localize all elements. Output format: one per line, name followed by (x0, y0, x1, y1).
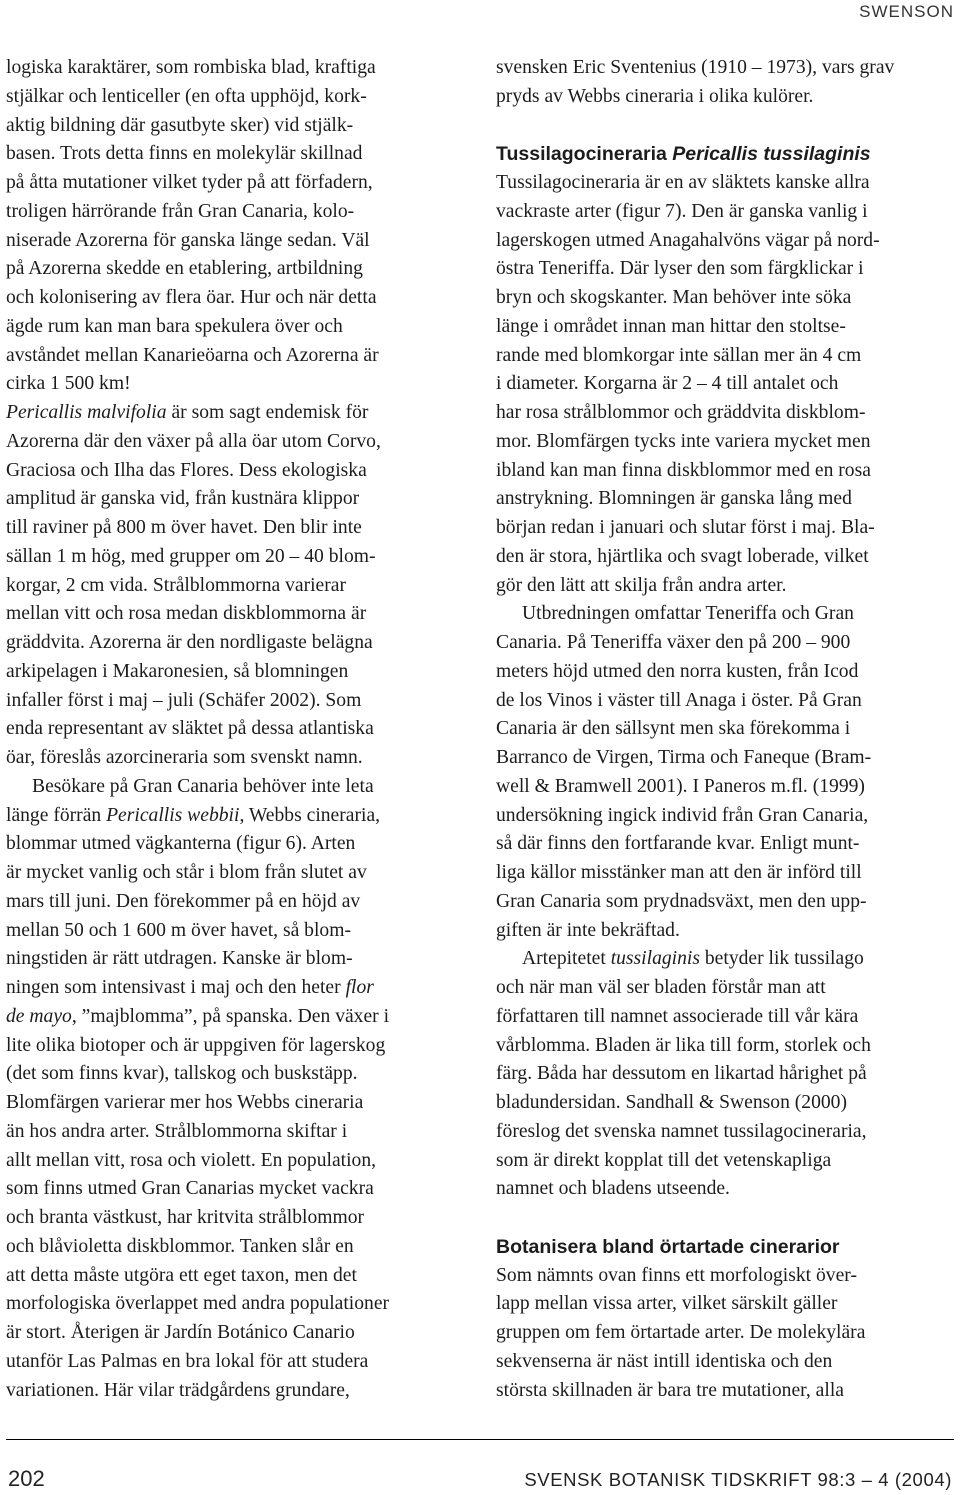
heading-common-name: Tussilagocineraria (496, 143, 673, 166)
journal-citation: SVENSK BOTANISK TIDSKRIFT 98:3 – 4 (2004) (524, 1469, 952, 1490)
phrase-flor-de-mayo: flor de mayo (6, 977, 374, 1027)
species-name-webbii: Pericallis webbii (106, 804, 240, 826)
paragraph-epithet-text-b: betyder lik tussilago och när man väl ser bladen förstår man att författaren till namnet associerade till vår kära vårblomma. Bladen är lika till form, storlek och färg. Båda har dessutom en likartad hårighet på bladundersidan. Sandhall & Swenson (2000) föreslog det svenska namnet tussilagocineraria, som är direkt kopplat till det vetenskapliga namnet och bladens utseende. (496, 948, 871, 1200)
paragraph-azorerna-colonisation: logiska karaktärer, som rombiska blad, kraftiga stjälkar och lenticeller (en ofta upphöjd, kork- aktig bildning där gasutbyte sker) vid stjälk- basen. Trots detta finns en molekylär skillnad på åtta mutationer vilket tyder på att förfadern, troligen härrörande från Gran Canaria, kolo- niserade Azorerna för ganska länge sedan. Väl på Azorerna skedde en etablering, artbildning och kolonisering av flera öar. Hur och när detta ägde rum kan man bara spekulera över och avståndet mellan Kanarieöarna och Azorerna är cirka 1 500 km! (6, 57, 379, 395)
species-name-malvifolia: Pericallis malvifolia (6, 402, 167, 423)
paragraph-tussilagocineraria-description: Tussilagocineraria är en av släktets kanske allra vackraste arter (figur 7). Den är ganska vanlig i lagerskogen utmed Anagahalvöns vägar på nord- östra Teneriffa. Där lyser den som färgklickar i bryn och skogskanter. Man behöver inte söka länge i området innan man hittar den stoltse- rande med blomkorgar inte sällan mer än 4 cm i diameter. Korgarna är 2 – 4 till antalet och har rosa strålblommor och gräddvita diskblom- mor. Blomfärgen tycks inte variera mycket men ibland kan man finna diskblommor med en rosa anstrykning. Blomningen är ganska lång med början redan i januari och slutar först i maj. Bla- den är stora, hjärtlika och svagt loberade, vilket gör den lätt att skilja från andra arter. (496, 172, 880, 596)
running-head-author: SWENSON (859, 2, 954, 21)
paragraph-distribution: Utbredningen omfattar Teneriffa och Gran Canaria. På Teneriffa växer den på 200 – 900 meters höjd utmed den norra kusten, från Icod de los Vinos i väster till Anaga i öster. På Gran Canaria är den sällsynt men ska förekomma i Barranco de Virgen, Tirma och Faneque (Bram- well & Bramwell 2001). I Paneros m.fl. (1999) undersökning ingick individ från Gran Canaria, så där finns den fortfarande kvar. Enligt munt- liga källor misstänker man att den är införd till Gran Canaria som prydnadsväxt, men den upp- giften är inte bekräftad. (496, 603, 872, 941)
paragraph-pericallis-webbii (6, 773, 468, 1406)
left-column (6, 54, 468, 1405)
section-heading-botanisera: Botanisera bland örtartade cinerarior (496, 1235, 840, 1258)
section-heading-tussilagocineraria (496, 140, 952, 169)
epithet-tussilaginis: tussilaginis (610, 948, 700, 970)
paragraph-epithet (496, 945, 952, 1204)
heading-species-name: Pericallis tussilaginis (672, 143, 871, 166)
paragraph-webbii-text-a: Besökare på Gran Canaria behöver inte leta länge förrän (6, 775, 374, 826)
footer-divider (6, 1439, 954, 1440)
right-column (496, 54, 952, 1405)
paragraph-webbii-text-b: , Webbs cineraria, blommar utmed vägkanterna (figur 6). Arten är mycket vanlig och står i blom från slutet av mars till juni. Den förekommer på en höjd av mellan 50 och 1 600 m över havet, så blom- ningstiden är rätt utdragen. Kanske är blom- ningen som intensivast i maj och den heter (6, 804, 381, 998)
paragraph-epithet-text-a: Artepitetet (522, 948, 611, 970)
paragraph-malvifolia-text: är som sagt endemisk för Azorerna där den växer på alla öar utom Corvo, Graciosa och Ilha das Flores. Dess ekologiska amplitud är ganska vid, från kustnära klippor till raviner på 800 m över havet. Den blir inte sällan 1 m hög, med grupper om 20 – 40 blom- korgar, 2 cm vida. Strålblommorna varierar mellan vitt och rosa medan diskblommorna är gräddvita. Azorerna är den nordligaste belägna arkipelagen i Makaronesien, så blomningen infaller först i maj – juli (Schäfer 2002). Som enda representant av släktet på dessa atlantiska öar, föreslås azorcineraria som svenskt namn. (6, 402, 381, 768)
paragraph-herbaceous-cinerarias: Som nämnts ovan finns ett morfologiskt över- lapp mellan vissa arter, vilket särskilt gäller gruppen om fem örtartade arter. De molekylära sekvenserna är näst intill identiska och den största skillnaden är bara tre mutationer, alla (496, 1264, 866, 1401)
paragraph-pericallis-malvifolia (6, 399, 468, 773)
paragraph-webbii-text-c: , ”majblomma”, på spanska. Den växer i lite olika biotoper och är uppgiven för lagerskog (det som finns kvar), tallskog och buskstäpp. Blomfärgen varierar mer hos Webbs cineraria än hos andra arter. Strålblommorna skiftar i allt mellan vitt, rosa och violett. En population, som finns utmed Gran Canarias mycket vackra och branta västkust, har kritvita strålblommor och blåvioletta diskblommor. Tanken slår en att detta måste utgöra ett eget taxon, men det morfologiska överlappet med andra populationer är stort. Återigen är Jardín Botánico Canario utanför Las Palmas en bra lokal för att studera variationen. Här vilar trädgårdens grundare, (6, 1005, 390, 1401)
paragraph-sventenius: svensken Eric Sventenius (1910 – 1973), vars grav pryds av Webbs cineraria i olika kulörer. (496, 57, 895, 107)
page-number: 202 (8, 1466, 45, 1491)
